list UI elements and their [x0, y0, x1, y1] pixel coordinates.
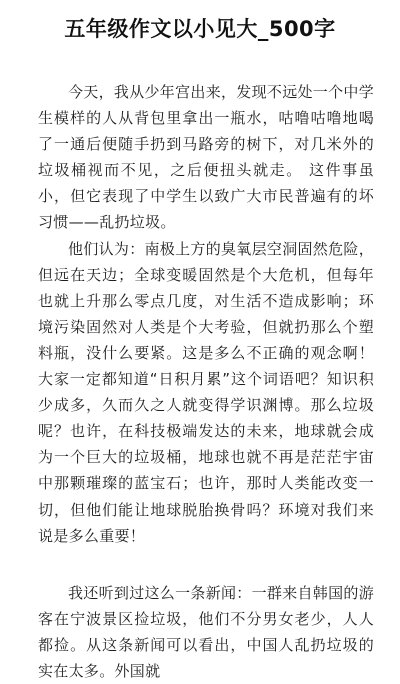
- paragraph-1: 今天，我从少年宫出来，发现不远处一个中学生模样的人从背包里拿出一瓶水，咕噜咕噜地喝了一通后便随手扔到马路旁的树下，对几米外的垃圾桶视而不见，之后便扭头就走。 这件事虽小，但它表现了中学生以致广大市民普遍有的坏习惯——乱扔垃圾。: [38, 83, 375, 232]
- paragraph-3: 我还听到过这么一条新闻：一群来自韩国的游客在宁波景区捡垃圾，他们不分男女老少，人人都捡。从这条新闻可以看出，中国人乱扔垃圾的实在太多。外国就: [38, 583, 375, 680]
- paragraph-2: 他们认为：南极上方的臭氧层空洞固然危险，但远在天边；全球变暖固然是个大危机，但每年也就上升那么零点几度，对生活不造成影响；环境污染固然对人类是个大考验，但就扔那么个塑料瓶，没什么要紧。这是多么不正确的观念啊！ 大家一定都知道“日积月累”这个词语吧？知识积少成多，久而久之人就变得学识渊博。那么垃圾呢？也许，在科技极端发达的未来，地球就会成为一个巨大的垃圾桶，地球也就不再是茫茫宇宙中那颗璀璨的蓝宝石；也许，那时人类能改变一切，但他们能让地球脱胎换骨吗？环境对我们来说是多么重要！: [38, 239, 375, 545]
- document-body: [38, 79, 374, 684]
- document-title: 五年级作文以小见大_500字: [64, 17, 336, 41]
